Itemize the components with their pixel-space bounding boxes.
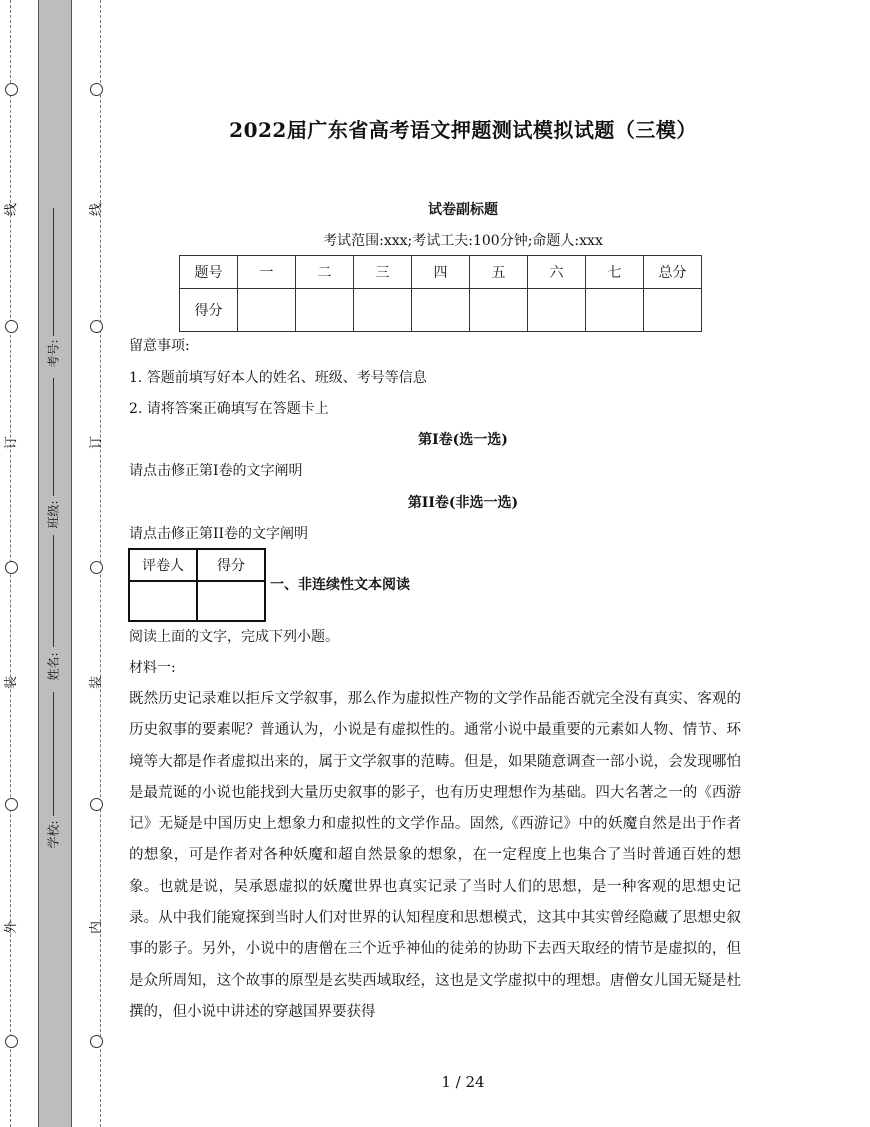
binding-hole-icon <box>5 1035 18 1048</box>
page-number: 1 / 24 <box>441 1073 485 1091</box>
score-header-cell: 五 <box>470 256 528 289</box>
score-header-cell: 七 <box>586 256 644 289</box>
score-cell[interactable] <box>644 289 702 332</box>
section-title: 一、非连续性文本阅读 <box>270 577 410 593</box>
score-cell[interactable] <box>238 289 296 332</box>
school-label: 学校: <box>46 820 61 849</box>
score-row-label: 得分 <box>180 289 238 332</box>
notice-item: 1. 答题前填写好本人的姓名、班级、考号等信息 <box>129 370 427 386</box>
notice-item: 2. 请将答案正确填写在答题卡上 <box>129 401 329 417</box>
outer-binding-char: 装 <box>4 675 20 690</box>
binding-hole-icon <box>90 561 103 574</box>
binding-hole-icon <box>5 320 18 333</box>
score-header-cell: 二 <box>296 256 354 289</box>
binding-hole-icon <box>5 83 18 96</box>
grader-score-label: 得分 <box>197 549 265 581</box>
student-id-field[interactable] <box>53 208 55 336</box>
binding-hole-icon <box>90 1035 103 1048</box>
binding-hole-icon <box>90 320 103 333</box>
score-cell[interactable] <box>528 289 586 332</box>
grader-label: 评卷人 <box>129 549 197 581</box>
part1-description: 请点击修正第I卷的文字阐明 <box>129 463 303 479</box>
part1-heading: 第I卷(选一选) <box>418 432 508 448</box>
score-cell[interactable] <box>470 289 528 332</box>
material-label: 材料一: <box>129 660 176 676</box>
name-field[interactable] <box>53 535 55 647</box>
outer-binding-char: 线 <box>4 202 20 217</box>
student-id-label: 考号: <box>46 339 61 368</box>
school-field[interactable] <box>53 692 55 816</box>
inner-binding-char: 内 <box>89 920 105 935</box>
score-header-cell: 三 <box>354 256 412 289</box>
inner-binding-char: 线 <box>89 202 105 217</box>
score-header-cell: 四 <box>412 256 470 289</box>
class-label: 班级: <box>46 500 61 529</box>
exam-info: 考试范围:xxx;考试工夫:100分钟;命题人:xxx <box>323 233 603 249</box>
binding-hole-icon <box>5 798 18 811</box>
score-cell[interactable] <box>296 289 354 332</box>
binding-hole-icon <box>90 798 103 811</box>
inner-binding-char: 装 <box>89 675 105 690</box>
notice-heading: 留意事项: <box>129 338 190 354</box>
inner-binding-char: 订 <box>89 435 105 450</box>
reading-instruction: 阅读上面的文字，完成下列小题。 <box>129 629 339 645</box>
passage <box>129 684 741 1028</box>
passage-text: 既然历史记录难以拒斥文学叙事，那么作为虚拟性产物的文学作品能否就完全没有真实、客观的历史叙事的要素呢？普通认为，小说是有虚拟性的。通常小说中最重要的元素如人物、情节、环境等大都是作者虚拟出来的，属于文学叙事的范畴。但是，如果随意调查一部小说，会发现哪怕是最荒诞的小说也能找到大量历史叙事的影子，也有历史理想作为基础。四大名著之一的《西游记》无疑是中国历史上想象力和虚拟性的文学作品。固然,《西游记》中的妖魔自然是出于作者的想象，可是作者对各种妖魔和超自然景象的想象，在一定程度上也集合了当时普通百姓的想象。也就是说，吴承恩虚拟的妖魔世界也真实记录了当时人们的思想，是一种客观的思想史记录。从中我们能窥探到当时人们对世界的认知程度和思想模式，这其中其实曾经隐藏了思想史叙事的影子。另外，小说中的唐僧在三个近乎神仙的徒弟的协助下去西天取经的情节是虚拟的，但是众所周知，这个故事的原型是玄奘西域取经，这也是文学虚拟中的理想。唐僧女儿国无疑是杜撰的，但小说中讲述的穿越国界要获得 <box>129 691 741 1020</box>
page-title: 2022届广东省高考语文押题测试模拟试题（三模） <box>229 118 697 142</box>
binding-strip <box>38 0 72 1127</box>
grader-score-cell[interactable] <box>197 581 265 621</box>
binding-hole-icon <box>5 561 18 574</box>
score-cell[interactable] <box>586 289 644 332</box>
outer-binding-char: 订 <box>4 435 20 450</box>
outer-binding-char: 外 <box>4 920 20 935</box>
score-cell[interactable] <box>412 289 470 332</box>
score-header-cell: 题号 <box>180 256 238 289</box>
name-label: 姓名: <box>46 652 61 681</box>
part2-description: 请点击修正第II卷的文字阐明 <box>129 526 309 542</box>
score-header-cell: 总分 <box>644 256 702 289</box>
score-cell[interactable] <box>354 289 412 332</box>
score-table <box>179 255 702 332</box>
binding-hole-icon <box>90 83 103 96</box>
page-subtitle: 试卷副标题 <box>428 202 498 218</box>
grader-cell[interactable] <box>129 581 197 621</box>
part2-heading: 第II卷(非选一选) <box>407 495 519 511</box>
score-header-cell: 六 <box>528 256 586 289</box>
score-header-cell: 一 <box>238 256 296 289</box>
grader-table <box>128 548 266 622</box>
